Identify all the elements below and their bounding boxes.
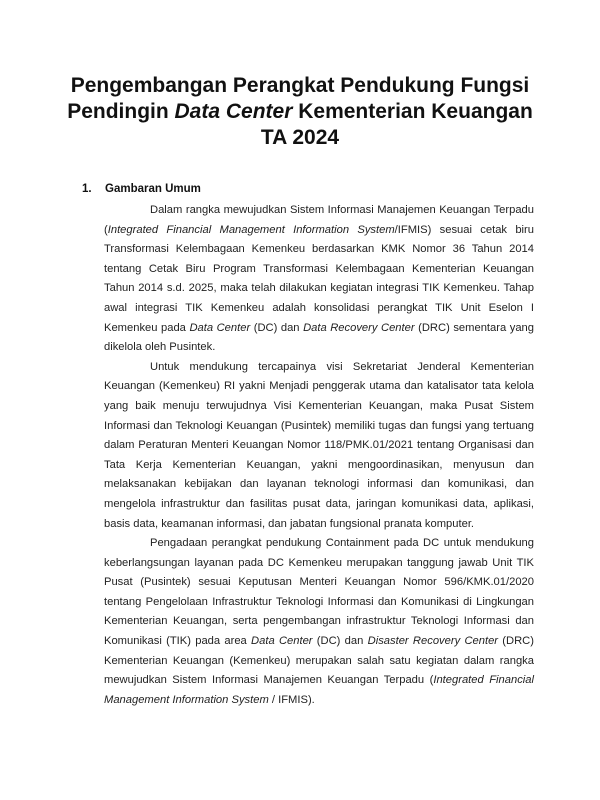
section-number: 1. [82, 183, 92, 195]
text-segment: / IFMIS). [268, 693, 315, 706]
text-segment: Untuk mendukung tercapainya visi Sekretariat Jenderal Kementerian Keuangan (Kemenkeu) RI yakni Menjadi penggerak utama dan katalisator tata kelola yang baik menuju terwujudnya Visi Kementerian Keuangan, maka Pusat Sistem Informasi dan Teknologi Keuangan (Pusintek) memiliki tugas dan fungsi yang tertuang dalam Peraturan Menteri Keuangan Nomor 118/PMK.01/2021 tentang Organisasi dan Tata Kerja Kementerian Keuangan, yakni mengoordinasikan, menyusun dan melaksanakan kebijakan dan layanan teknologi informasi dan komunikasi, dan mengelola infrastruktur dan fasilitas pusat data, jaringan komunikasi data, aplikasi, basis data, keamanan informasi, dan jabatan fungsional pranata komputer. [104, 360, 534, 530]
title-line-2-italic: Data Center [174, 100, 293, 123]
text-segment: (DC) dan [250, 321, 304, 334]
italic-text-segment: Data Center [189, 321, 251, 334]
text-segment: Pengadaan perangkat pendukung Containment pada DC untuk mendukung keberlangsungan layanan pada DC Kemenkeu merupakan tanggung jawab Unit TIK Pusat (Pusintek) sesuai Keputusan Menteri Keuangan Nomor 596/KMK.01/2020 tentang Pengelolaan Infrastruktur Teknologi Informasi dan Komunikasi di Lingkungan Kementerian Keuangan, serta pengembangan infrastruktur Teknologi Informasi dan Komunikasi (TIK) pada area [104, 537, 534, 648]
title-line-1: Pengembangan Perangkat Pendukung Fungsi [70, 74, 530, 97]
text-segment: (DRC) sementara yang dikelola oleh Pusintek. [104, 321, 534, 354]
paragraph [104, 358, 534, 534]
italic-text-segment: Integrated Financial Management Information System [107, 223, 395, 236]
title-line-2 [60, 99, 540, 125]
italic-text-segment: Data Recovery Center [303, 321, 415, 334]
document-title [60, 73, 540, 151]
document-body [104, 201, 534, 710]
italic-text-segment: Data Center [251, 635, 313, 648]
section-heading [82, 183, 201, 195]
title-line-3: TA 2024 [260, 126, 340, 149]
text-segment: (DRC) Kementerian Keuangan (Kemenkeu) merupakan salah satu kegiatan dalam rangka mewujudkan Sistem Informasi Manajemen Keuangan Terpadu ( [104, 635, 534, 687]
title-line-2-suffix: Kementerian Keuangan [292, 100, 533, 123]
text-segment: Dalam rangka mewujudkan Sistem Informasi Manajemen Keuangan Terpadu ( [104, 204, 534, 236]
paragraph [104, 201, 534, 358]
title-line-2-prefix: Pendingin [67, 100, 175, 123]
italic-text-segment: Disaster Recovery Center [367, 635, 499, 648]
paragraph [104, 534, 534, 710]
italic-text-segment: Integrated Financial Management Information System [104, 674, 534, 706]
text-segment: (DC) dan [312, 635, 368, 648]
section-heading-text: Gambaran Umum [105, 183, 201, 195]
text-segment: /IFMIS) sesuai cetak biru Transformasi Kelembagaan Kemenkeu berdasarkan KMK Nomor 36 Tahun 2014 tentang Cetak Biru Program Transformasi Kelembagaan Kementerian Keuangan Tahun 2014 s.d. 2025, maka telah dilakukan kegiatan integrasi TIK Kemenkeu. Tahap awal integrasi TIK Kemenkeu adalah konsolidasi perangkat TIK Unit Eselon I Kemenkeu pada [104, 223, 534, 334]
